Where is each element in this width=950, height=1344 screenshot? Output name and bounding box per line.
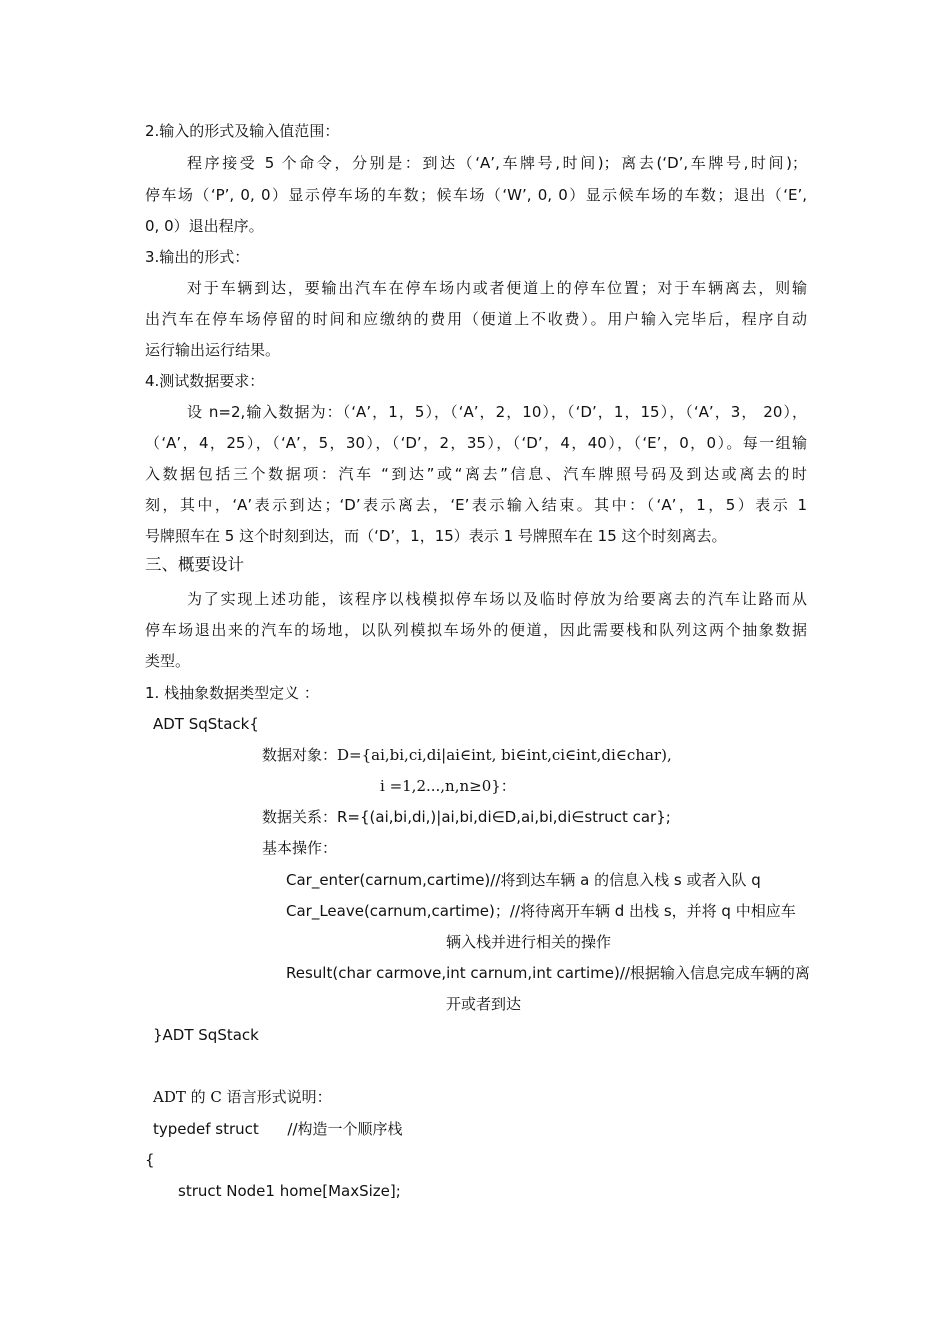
paragraph-line: 运行输出运行结果。 [145,341,281,359]
paragraph-line: 入数据包括三个数据项：汽车 “到达”或“离去”信息、汽车牌照号码及到达或离去的时 [145,465,807,483]
code-struct-field: struct Node1 home[MaxSize]; [178,1182,401,1200]
paragraph-line: （‘A’，4，25），（‘A’，5，30），（‘D’，2，35），（‘D’，4，40），（‘E’，0，0）。每一组输 [145,434,807,452]
adt-data-objects: 数据对象：D={ai,bi,ci,di|ai∈int, bi∈int,ci∈int,di∈char), [262,746,672,764]
paragraph-line: 类型。 [145,652,191,670]
c-form-heading: ADT 的 C 语言形式说明： [153,1088,332,1106]
adt-basic-operations: 基本操作： [262,839,338,857]
paragraph-line: 为了实现上述功能，该程序以栈模拟停车场以及临时停放为给要离去的汽车让路而从 [187,590,807,608]
adt-op-car-leave-cont: 辆入栈并进行相关的操作 [446,933,612,951]
section-heading-input-form: 2.输入的形式及输入值范围： [145,122,340,140]
paragraph-line: 出汽车在停车场停留的时间和应缴纳的费用（便道上不收费）。用户输入完毕后，程序自动 [145,310,807,328]
section-heading-test-data: 4.测试数据要求： [145,372,265,390]
paragraph-line: 号牌照车在 5 这个时刻到达，而（‘D’，1，15）表示 1 号牌照车在 15 这个时刻离去。 [145,527,727,545]
code-open-brace: { [145,1151,155,1169]
code-typedef-line: typedef struct //构造一个顺序栈 [153,1120,403,1138]
chapter-heading-overview-design: 三、概要设计 [145,555,244,574]
paragraph-line: 对于车辆到达，要输出汽车在停车场内或者便道上的停车位置；对于车辆离去，则输 [187,279,807,297]
adt-close: }ADT SqStack [153,1026,259,1044]
adt-open: ADT SqStack{ [153,715,259,733]
paragraph-line: 0, 0）退出程序。 [145,217,264,235]
list-item-stack-adt: 1. 栈抽象数据类型定义 ： [145,684,319,702]
paragraph-line: 程序接受 5 个命令，分别是：到达（‘A’,车牌号,时间)；离去(‘D’,车牌号,时间)； [187,154,807,172]
adt-op-car-leave: Car_Leave(carnum,cartime)；//将待离开车辆 d 出栈 s，并将 q 中相应车 [286,902,796,920]
adt-data-objects-range: i =1,2...,n,n≥0}： [380,777,516,795]
paragraph-line: 停车场（‘P’, 0, 0）显示停车场的车数；候车场（‘W’, 0, 0）显示候车场的车数；退出（‘E’, [145,186,807,204]
adt-op-result-cont: 开或者到达 [446,995,522,1013]
adt-op-result: Result(char carmove,int carnum,int cartime)//根据输入信息完成车辆的离 [286,964,810,982]
paragraph-line: 设 n=2,输入数据为：（‘A’，1，5），（‘A’，2，10），（‘D’，1，15），（‘A’，3， 20）， [187,403,807,421]
paragraph-line: 停车场退出来的汽车的场地，以队列模拟车场外的便道，因此需要栈和队列这两个抽象数据 [145,621,807,639]
section-heading-output-form: 3.输出的形式： [145,248,250,266]
paragraph-line: 刻，其中，‘A’表示到达；‘D’表示离去，‘E’表示输入结束。其中：（‘A’，1，5）表示 1 [145,496,807,514]
adt-op-car-enter: Car_enter(carnum,cartime)//将到达车辆 a 的信息入栈 s 或者入队 q [286,871,761,889]
adt-data-relations: 数据关系：R={(ai,bi,di,)|ai,bi,di∈D,ai,bi,di∈struct car}; [262,808,671,826]
